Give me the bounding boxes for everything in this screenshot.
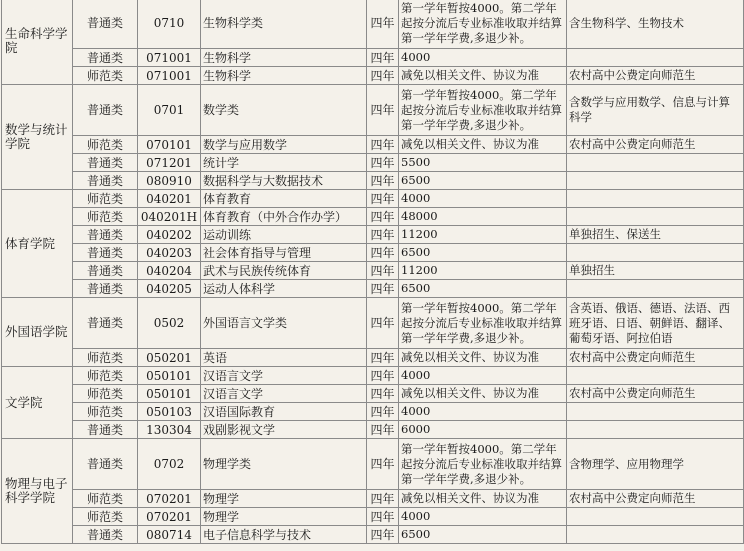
years-cell: 四年 (367, 67, 399, 85)
fee-cell: 11200 (399, 262, 567, 280)
code-cell: 070201 (138, 490, 201, 508)
note-cell (567, 172, 744, 190)
note-cell (567, 421, 744, 439)
table-row (2, 85, 744, 136)
table-row (2, 508, 744, 526)
college-cell: 生命科学学院 (2, 0, 73, 85)
type-cell: 普通类 (73, 262, 138, 280)
major-cell: 生物科学类 (201, 0, 367, 49)
table-row (2, 403, 744, 421)
years-cell: 四年 (367, 508, 399, 526)
type-cell: 师范类 (73, 367, 138, 385)
major-cell: 物理学类 (201, 439, 367, 490)
table-row (2, 280, 744, 298)
years-cell: 四年 (367, 280, 399, 298)
note-cell: 含英语、俄语、德语、法语、西班牙语、日语、朝鲜语、翻译、葡萄牙语、阿拉伯语 (567, 298, 744, 349)
fee-cell: 减免以相关文件、协议为准 (399, 490, 567, 508)
table-row (2, 385, 744, 403)
fee-cell: 6500 (399, 526, 567, 544)
years-cell: 四年 (367, 349, 399, 367)
tuition-table (1, 0, 744, 544)
code-cell: 070101 (138, 136, 201, 154)
college-cell: 体育学院 (2, 190, 73, 298)
table-row (2, 154, 744, 172)
fee-cell: 4000 (399, 508, 567, 526)
type-cell: 师范类 (73, 190, 138, 208)
years-cell: 四年 (367, 136, 399, 154)
major-cell: 英语 (201, 349, 367, 367)
major-cell: 数据科学与大数据技术 (201, 172, 367, 190)
type-cell: 普通类 (73, 244, 138, 262)
fee-cell: 4000 (399, 49, 567, 67)
code-cell: 050101 (138, 367, 201, 385)
table-row (2, 262, 744, 280)
note-cell: 农村高中公费定向师范生 (567, 349, 744, 367)
fee-cell: 11200 (399, 226, 567, 244)
major-cell: 数学与应用数学 (201, 136, 367, 154)
table-row (2, 190, 744, 208)
code-cell: 080714 (138, 526, 201, 544)
major-cell: 运动训练 (201, 226, 367, 244)
table-row (2, 172, 744, 190)
major-cell: 生物科学 (201, 49, 367, 67)
table-row (2, 367, 744, 385)
type-cell: 普通类 (73, 226, 138, 244)
code-cell: 130304 (138, 421, 201, 439)
table-row (2, 49, 744, 67)
code-cell: 040201 (138, 190, 201, 208)
code-cell: 070201 (138, 508, 201, 526)
code-cell: 071001 (138, 67, 201, 85)
major-cell: 汉语国际教育 (201, 403, 367, 421)
fee-cell: 减免以相关文件、协议为准 (399, 67, 567, 85)
code-cell: 071201 (138, 154, 201, 172)
fee-cell: 第一学年暂按4000。第二学年起按分流后专业标准收取并结算第一学年学费,多退少补。 (399, 0, 567, 49)
type-cell: 师范类 (73, 208, 138, 226)
major-cell: 体育教育（中外合作办学） (201, 208, 367, 226)
table-body (2, 0, 744, 544)
major-cell: 社会体育指导与管理 (201, 244, 367, 262)
type-cell: 普通类 (73, 298, 138, 349)
type-cell: 师范类 (73, 67, 138, 85)
type-cell: 普通类 (73, 85, 138, 136)
years-cell: 四年 (367, 367, 399, 385)
table-row (2, 67, 744, 85)
college-cell: 外国语学院 (2, 298, 73, 367)
major-cell: 戏剧影视文学 (201, 421, 367, 439)
table-row (2, 226, 744, 244)
years-cell: 四年 (367, 154, 399, 172)
years-cell: 四年 (367, 526, 399, 544)
major-cell: 电子信息科学与技术 (201, 526, 367, 544)
code-cell: 0702 (138, 439, 201, 490)
code-cell: 0710 (138, 0, 201, 49)
note-cell: 含生物科学、生物技术 (567, 0, 744, 49)
major-cell: 运动人体科学 (201, 280, 367, 298)
years-cell: 四年 (367, 190, 399, 208)
type-cell: 师范类 (73, 385, 138, 403)
code-cell: 040202 (138, 226, 201, 244)
years-cell: 四年 (367, 385, 399, 403)
note-cell: 农村高中公费定向师范生 (567, 385, 744, 403)
note-cell (567, 280, 744, 298)
years-cell: 四年 (367, 439, 399, 490)
type-cell: 师范类 (73, 490, 138, 508)
note-cell (567, 154, 744, 172)
major-cell: 外国语言文学类 (201, 298, 367, 349)
major-cell: 武术与民族传统体育 (201, 262, 367, 280)
college-cell: 物理与电子科学学院 (2, 439, 73, 544)
major-cell: 汉语言文学 (201, 385, 367, 403)
fee-cell: 第一学年暂按4000。第二学年起按分流后专业标准收取并结算第一学年学费,多退少补。 (399, 85, 567, 136)
code-cell: 080910 (138, 172, 201, 190)
note-cell: 单独招生、保送生 (567, 226, 744, 244)
type-cell: 普通类 (73, 526, 138, 544)
type-cell: 师范类 (73, 403, 138, 421)
table-row (2, 244, 744, 262)
note-cell: 单独招生 (567, 262, 744, 280)
years-cell: 四年 (367, 403, 399, 421)
years-cell: 四年 (367, 226, 399, 244)
code-cell: 040205 (138, 280, 201, 298)
years-cell: 四年 (367, 0, 399, 49)
fee-cell: 减免以相关文件、协议为准 (399, 136, 567, 154)
note-cell: 农村高中公费定向师范生 (567, 490, 744, 508)
type-cell: 普通类 (73, 439, 138, 490)
major-cell: 统计学 (201, 154, 367, 172)
fee-cell: 6500 (399, 172, 567, 190)
major-cell: 生物科学 (201, 67, 367, 85)
type-cell: 普通类 (73, 421, 138, 439)
code-cell: 050201 (138, 349, 201, 367)
college-cell: 数学与统计学院 (2, 85, 73, 190)
code-cell: 0701 (138, 85, 201, 136)
years-cell: 四年 (367, 85, 399, 136)
table-row (2, 421, 744, 439)
type-cell: 师范类 (73, 349, 138, 367)
table-row (2, 298, 744, 349)
note-cell: 含数学与应用数学、信息与计算科学 (567, 85, 744, 136)
major-cell: 物理学 (201, 490, 367, 508)
years-cell: 四年 (367, 244, 399, 262)
fee-cell: 6500 (399, 280, 567, 298)
table-row (2, 526, 744, 544)
major-cell: 体育教育 (201, 190, 367, 208)
type-cell: 师范类 (73, 136, 138, 154)
type-cell: 普通类 (73, 172, 138, 190)
major-cell: 数学类 (201, 85, 367, 136)
table-row (2, 0, 744, 49)
type-cell: 普通类 (73, 49, 138, 67)
note-cell: 含物理学、应用物理学 (567, 439, 744, 490)
note-cell (567, 244, 744, 262)
fee-cell: 4000 (399, 403, 567, 421)
code-cell: 040203 (138, 244, 201, 262)
major-cell: 物理学 (201, 508, 367, 526)
code-cell: 050103 (138, 403, 201, 421)
years-cell: 四年 (367, 421, 399, 439)
note-cell (567, 208, 744, 226)
years-cell: 四年 (367, 262, 399, 280)
fee-cell: 第一学年暂按4000。第二学年起按分流后专业标准收取并结算第一学年学费,多退少补。 (399, 439, 567, 490)
fee-cell: 6000 (399, 421, 567, 439)
major-cell: 汉语言文学 (201, 367, 367, 385)
note-cell: 农村高中公费定向师范生 (567, 67, 744, 85)
table-row (2, 349, 744, 367)
code-cell: 040201H (138, 208, 201, 226)
code-cell: 071001 (138, 49, 201, 67)
fee-cell: 6500 (399, 244, 567, 262)
fee-cell: 48000 (399, 208, 567, 226)
years-cell: 四年 (367, 172, 399, 190)
table-row (2, 490, 744, 508)
college-cell: 文学院 (2, 367, 73, 439)
note-cell: 农村高中公费定向师范生 (567, 136, 744, 154)
note-cell (567, 508, 744, 526)
code-cell: 0502 (138, 298, 201, 349)
type-cell: 普通类 (73, 154, 138, 172)
table-row (2, 208, 744, 226)
note-cell (567, 49, 744, 67)
years-cell: 四年 (367, 208, 399, 226)
fee-cell: 4000 (399, 190, 567, 208)
fee-cell: 减免以相关文件、协议为准 (399, 385, 567, 403)
code-cell: 040204 (138, 262, 201, 280)
note-cell (567, 403, 744, 421)
type-cell: 普通类 (73, 280, 138, 298)
type-cell: 普通类 (73, 0, 138, 49)
fee-cell: 4000 (399, 367, 567, 385)
type-cell: 师范类 (73, 508, 138, 526)
fee-cell: 5500 (399, 154, 567, 172)
fee-cell: 减免以相关文件、协议为准 (399, 349, 567, 367)
years-cell: 四年 (367, 49, 399, 67)
years-cell: 四年 (367, 298, 399, 349)
note-cell (567, 367, 744, 385)
note-cell (567, 190, 744, 208)
code-cell: 050101 (138, 385, 201, 403)
table-row (2, 136, 744, 154)
years-cell: 四年 (367, 490, 399, 508)
note-cell (567, 526, 744, 544)
table-row (2, 439, 744, 490)
fee-cell: 第一学年暂按4000。第二学年起按分流后专业标准收取并结算第一学年学费,多退少补。 (399, 298, 567, 349)
